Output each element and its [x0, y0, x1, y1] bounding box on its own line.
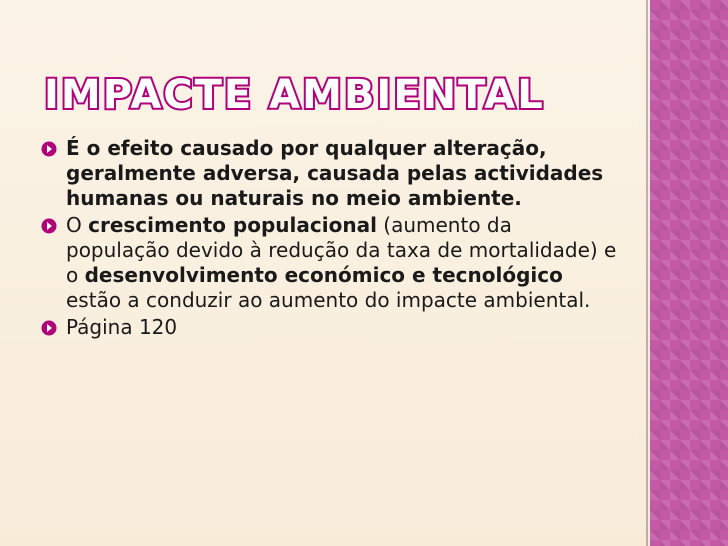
bullet-text-2: [66, 213, 616, 312]
slide-title: [42, 66, 562, 118]
text-segment: estão a conduzir ao aumento do impacte ambiental.: [66, 288, 591, 312]
bullet-list: [40, 136, 620, 342]
bullet-item-1: [40, 136, 620, 211]
bullet-circle-arrow-icon: [40, 140, 58, 158]
decorative-side-panel: [650, 0, 728, 546]
bullet-text-1: É o efeito causado por qualquer alteração, geralmente adversa, causada pelas actividades humanas ou naturais no meio ambiente.: [66, 136, 604, 210]
text-segment: O: [66, 213, 89, 237]
bullet-item-3: [40, 315, 620, 340]
panel-divider-shadow: [646, 0, 648, 546]
bold-segment-crescimento: crescimento populacional: [88, 213, 377, 237]
bold-segment-desenvolvimento: desenvolvimento económico e tecnológico: [84, 263, 563, 287]
slide-title-text: Impacte Ambiental: [44, 72, 545, 118]
bullet-circle-arrow-icon: [40, 217, 58, 235]
bullet-text-3: Página 120: [66, 315, 178, 339]
bullet-item-2: [40, 213, 620, 313]
bullet-circle-arrow-icon: [40, 319, 58, 337]
text-segment: (aumento da população devido à redução da taxa de mortalidade) e o: [66, 213, 617, 287]
